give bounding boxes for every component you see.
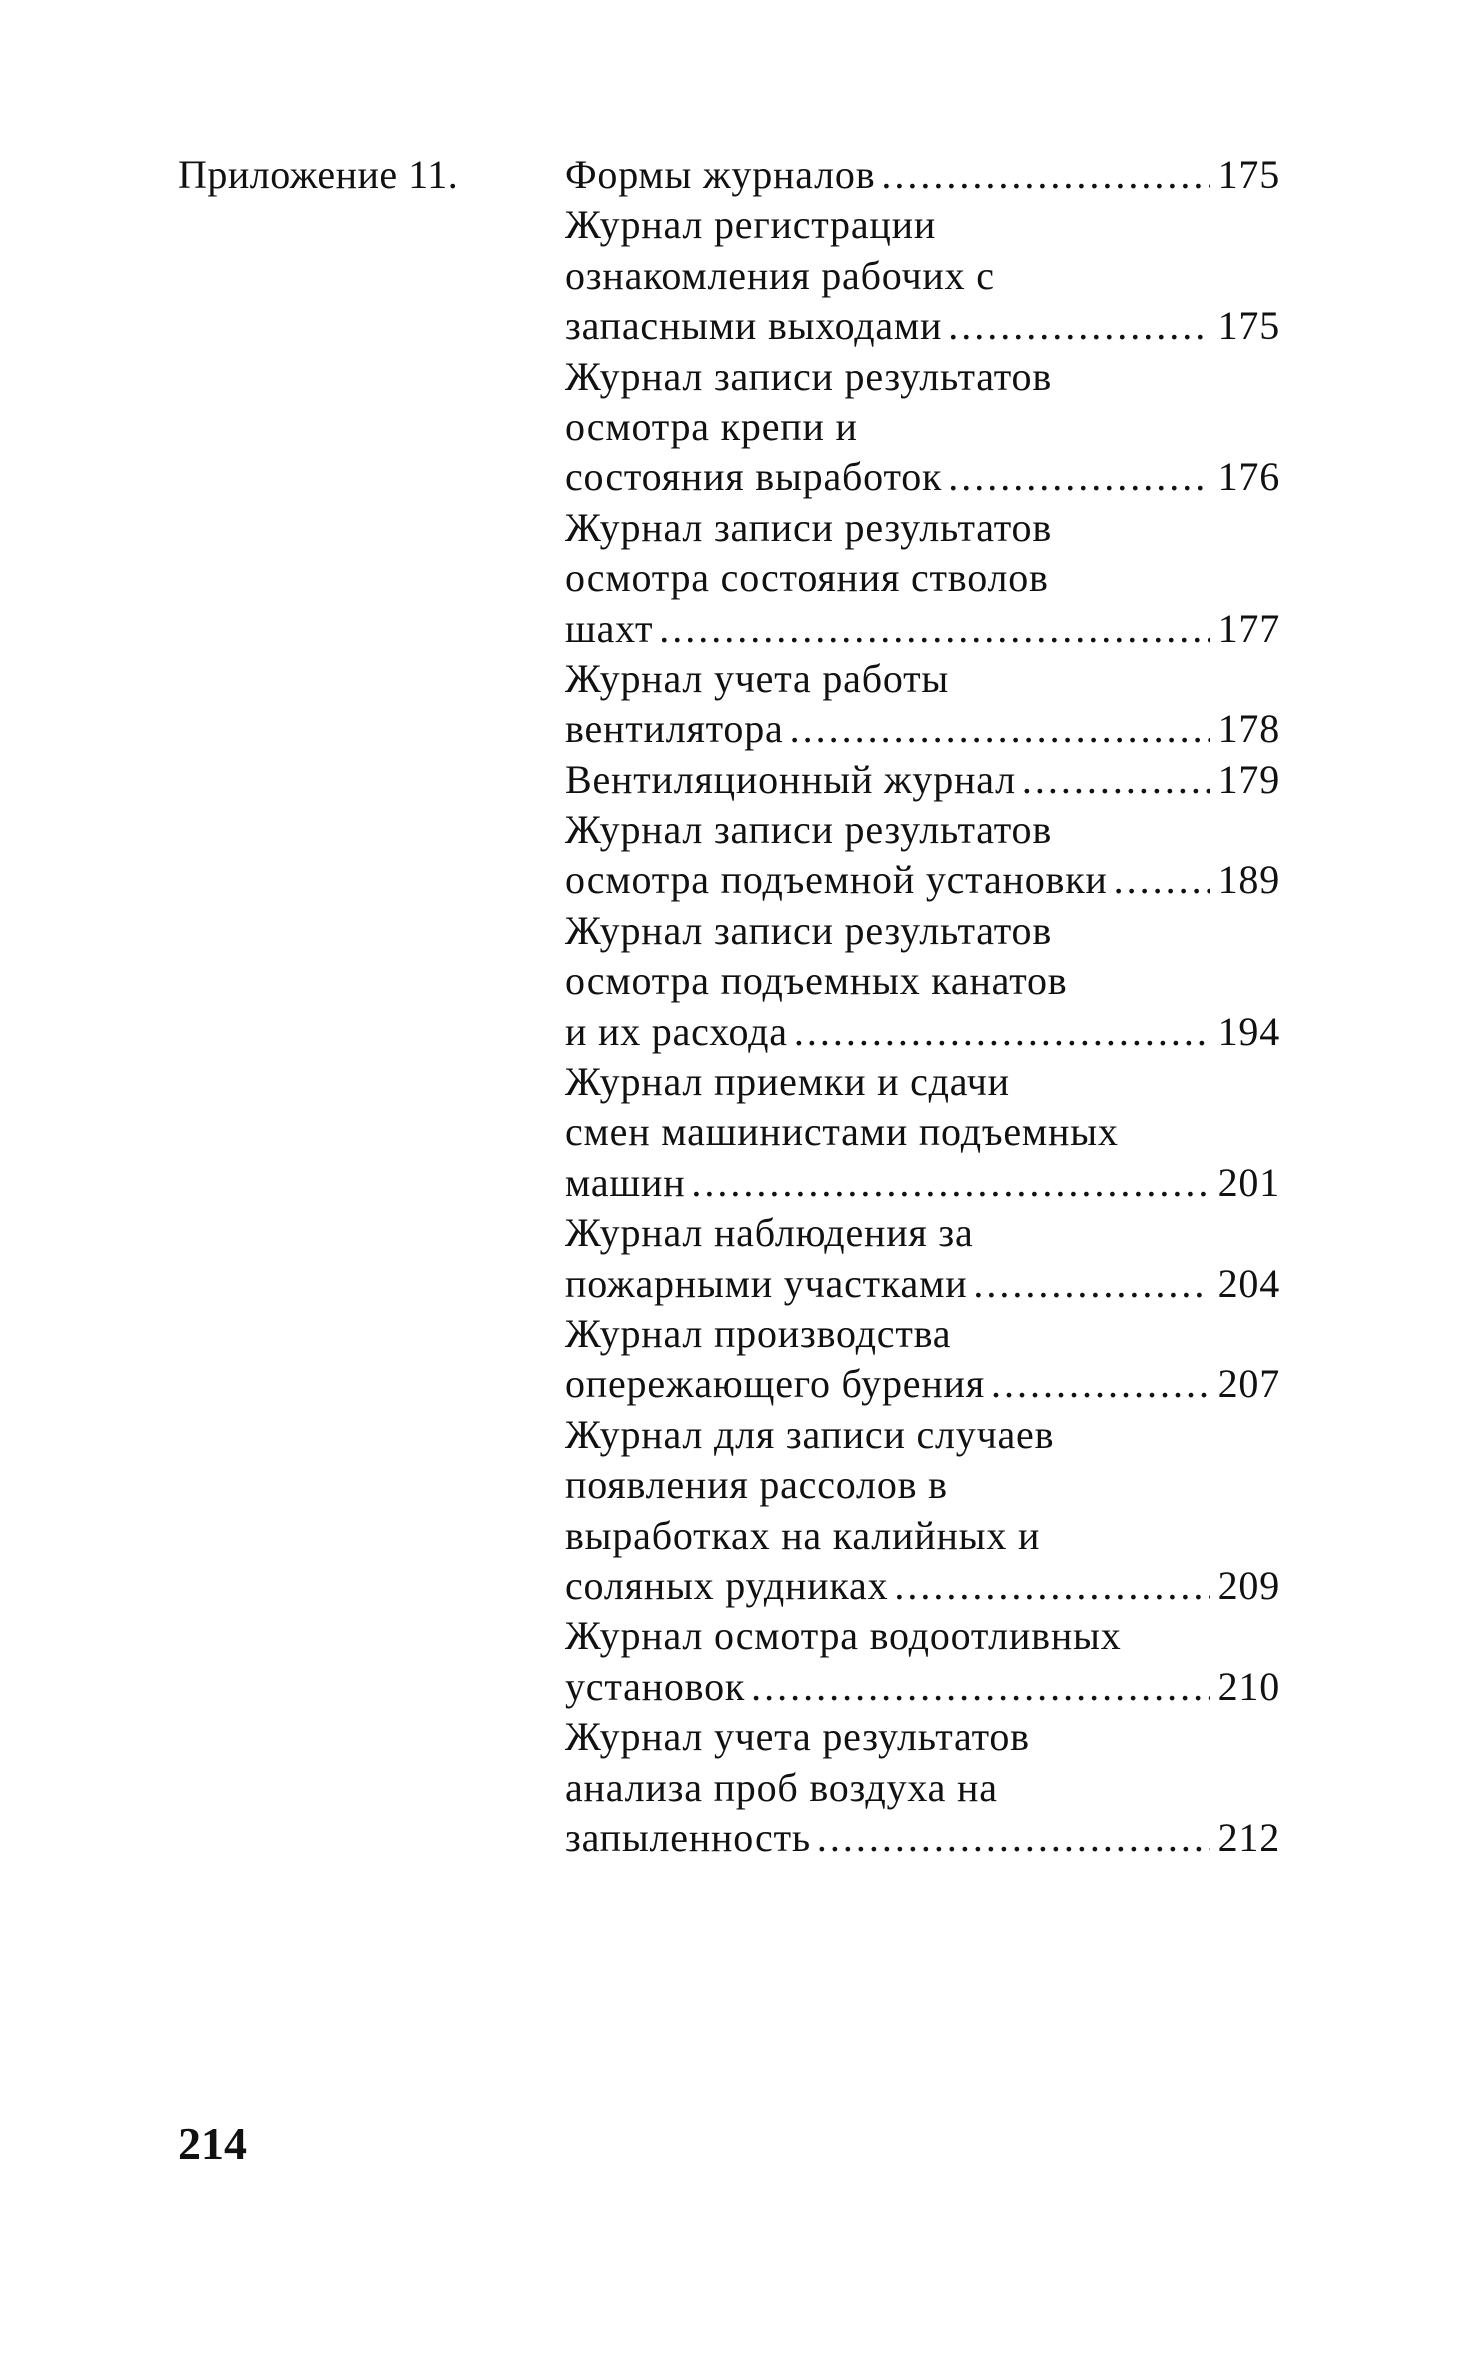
toc-entry-line bbox=[565, 1259, 1280, 1309]
dot-leader bbox=[691, 1158, 1210, 1208]
toc-page-number: 175 bbox=[1217, 152, 1280, 197]
toc-entry bbox=[565, 805, 1280, 906]
toc-entry-line bbox=[565, 1662, 1280, 1712]
toc-entry bbox=[565, 1410, 1280, 1612]
toc-entry-list bbox=[565, 200, 1280, 1863]
dot-leader bbox=[659, 604, 1210, 654]
dot-leader bbox=[790, 704, 1210, 754]
toc-entry-text: Вентиляционный журнал bbox=[565, 756, 1016, 802]
appendix-label: Приложение 11. bbox=[178, 152, 459, 197]
toc-entry-text: Журнал записи результатов bbox=[565, 807, 1053, 853]
page-number: 214 bbox=[178, 2118, 247, 2169]
toc-page-number: 204 bbox=[1217, 1260, 1280, 1306]
toc-entry-text: Журнал записи результатов bbox=[565, 907, 1053, 953]
toc-entry-text: запыленность bbox=[565, 1814, 811, 1860]
toc-entry-text: смен машинистами подъемных bbox=[565, 1109, 1119, 1155]
toc-entry-line bbox=[565, 553, 1280, 603]
toc-entry-line bbox=[565, 906, 1280, 956]
toc-page-number: 209 bbox=[1217, 1562, 1280, 1608]
toc-entry-text: Журнал учета результатов bbox=[565, 1714, 1030, 1760]
dot-leader bbox=[948, 452, 1210, 502]
toc-entry-text: шахт bbox=[565, 605, 654, 651]
toc-entry bbox=[565, 755, 1280, 805]
toc-entry-text: Формы журналов bbox=[565, 152, 876, 197]
dot-leader bbox=[991, 1359, 1210, 1409]
toc-page-number: 210 bbox=[1217, 1663, 1280, 1709]
dot-leader bbox=[1114, 855, 1210, 905]
toc-entry-line bbox=[565, 1813, 1280, 1863]
toc-entry-line bbox=[565, 200, 1280, 250]
toc-entry-line bbox=[565, 805, 1280, 855]
toc-entry-line bbox=[565, 1561, 1280, 1611]
toc-entry-line bbox=[565, 503, 1280, 553]
toc-entry-line bbox=[565, 402, 1280, 452]
toc-entry-line bbox=[565, 1763, 1280, 1813]
toc-entry bbox=[565, 1208, 1280, 1309]
toc-appendix-title bbox=[565, 150, 1280, 200]
dot-leader bbox=[973, 1259, 1210, 1309]
toc-entry-text: опережающего бурения bbox=[565, 1361, 985, 1407]
toc-entry-text: Журнал осмотра водоотливных bbox=[565, 1613, 1122, 1659]
toc-entry-line bbox=[565, 1712, 1280, 1762]
toc-entry-line bbox=[565, 1511, 1280, 1561]
toc-entry-line bbox=[565, 1460, 1280, 1510]
dot-leader bbox=[894, 1561, 1210, 1611]
table-of-contents bbox=[565, 150, 1280, 1863]
dot-leader bbox=[948, 301, 1210, 351]
toc-entry-line bbox=[565, 1007, 1280, 1057]
toc-entry-text: соляных рудниках bbox=[565, 1562, 889, 1608]
toc-entry-text: машин bbox=[565, 1159, 686, 1205]
toc-entry-line bbox=[565, 1208, 1280, 1258]
toc-entry bbox=[565, 1712, 1280, 1863]
toc-entry bbox=[565, 352, 1280, 503]
toc-page-number: 207 bbox=[1217, 1361, 1280, 1407]
toc-entry-text: Журнал наблюдения за bbox=[565, 1210, 974, 1256]
toc-page-number: 179 bbox=[1217, 756, 1280, 802]
toc-page-number: 212 bbox=[1217, 1814, 1280, 1860]
toc-entry-text: пожарными участками bbox=[565, 1260, 968, 1306]
toc-entry-line bbox=[565, 604, 1280, 654]
toc-entry-line bbox=[565, 956, 1280, 1006]
dot-leader bbox=[1022, 755, 1210, 805]
toc-entry-text: состояния выработок bbox=[565, 454, 943, 500]
toc-entry-text: установок bbox=[565, 1663, 746, 1709]
toc-page-number: 201 bbox=[1217, 1159, 1280, 1205]
toc-entry bbox=[565, 906, 1280, 1057]
toc-entry-text: Журнал для записи случаев bbox=[565, 1411, 1055, 1457]
toc-entry-text: Журнал приемки и сдачи bbox=[565, 1059, 1010, 1105]
toc-entry bbox=[565, 1057, 1280, 1208]
toc-page-number: 189 bbox=[1217, 857, 1280, 903]
toc-entry bbox=[565, 1611, 1280, 1712]
toc-entry-text: Журнал записи результатов bbox=[565, 504, 1053, 550]
toc-entry-line bbox=[565, 704, 1280, 754]
toc-entry-text: анализа проб воздуха на bbox=[565, 1764, 998, 1810]
toc-entry-line bbox=[565, 452, 1280, 502]
toc-entry-text: осмотра состояния стволов bbox=[565, 555, 1049, 601]
toc-page-number: 177 bbox=[1217, 605, 1280, 651]
toc-entry-line bbox=[565, 1309, 1280, 1359]
toc-entry-text: Журнал регистрации bbox=[565, 202, 937, 248]
toc-entry-line bbox=[565, 654, 1280, 704]
toc-entry-line bbox=[565, 1410, 1280, 1460]
toc-page-number: 176 bbox=[1217, 454, 1280, 500]
dot-leader bbox=[881, 150, 1210, 200]
toc-entry-text: осмотра подъемной установки bbox=[565, 857, 1108, 903]
toc-entry-line bbox=[565, 855, 1280, 905]
toc-entry-line bbox=[565, 251, 1280, 301]
toc-entry-line bbox=[565, 1611, 1280, 1661]
toc-entry-text: появления рассолов в bbox=[565, 1462, 948, 1508]
toc-entry bbox=[565, 503, 1280, 654]
toc-entry-text: осмотра подъемных канатов bbox=[565, 958, 1068, 1004]
dot-leader bbox=[817, 1813, 1210, 1863]
toc-entry bbox=[565, 200, 1280, 351]
toc-entry-line bbox=[565, 1158, 1280, 1208]
toc-entry bbox=[565, 1309, 1280, 1410]
toc-entry-text: Журнал записи результатов bbox=[565, 353, 1053, 399]
toc-page-number: 194 bbox=[1217, 1008, 1280, 1054]
toc-entry-text: вентилятора bbox=[565, 706, 784, 752]
dot-leader bbox=[794, 1007, 1210, 1057]
toc-entry-line bbox=[565, 1107, 1280, 1157]
toc-entry-text: ознакомления рабочих с bbox=[565, 252, 995, 298]
dot-leader bbox=[751, 1662, 1210, 1712]
toc-entry-text: и их расхода bbox=[565, 1008, 788, 1054]
toc-entry-text: запасными выходами bbox=[565, 303, 943, 349]
toc-entry-line bbox=[565, 301, 1280, 351]
toc-page-number: 175 bbox=[1217, 303, 1280, 349]
toc-entry-text: Журнал производства bbox=[565, 1310, 952, 1356]
toc-page-number: 178 bbox=[1217, 706, 1280, 752]
toc-entry-line bbox=[565, 755, 1280, 805]
toc-entry-line bbox=[565, 352, 1280, 402]
toc-entry-line bbox=[565, 1359, 1280, 1409]
toc-entry-text: Журнал учета работы bbox=[565, 655, 950, 701]
toc-entry-line bbox=[565, 1057, 1280, 1107]
toc-entry bbox=[565, 654, 1280, 755]
toc-entry-text: выработках на калийных и bbox=[565, 1512, 1041, 1558]
toc-entry-text: осмотра крепи и bbox=[565, 403, 858, 449]
